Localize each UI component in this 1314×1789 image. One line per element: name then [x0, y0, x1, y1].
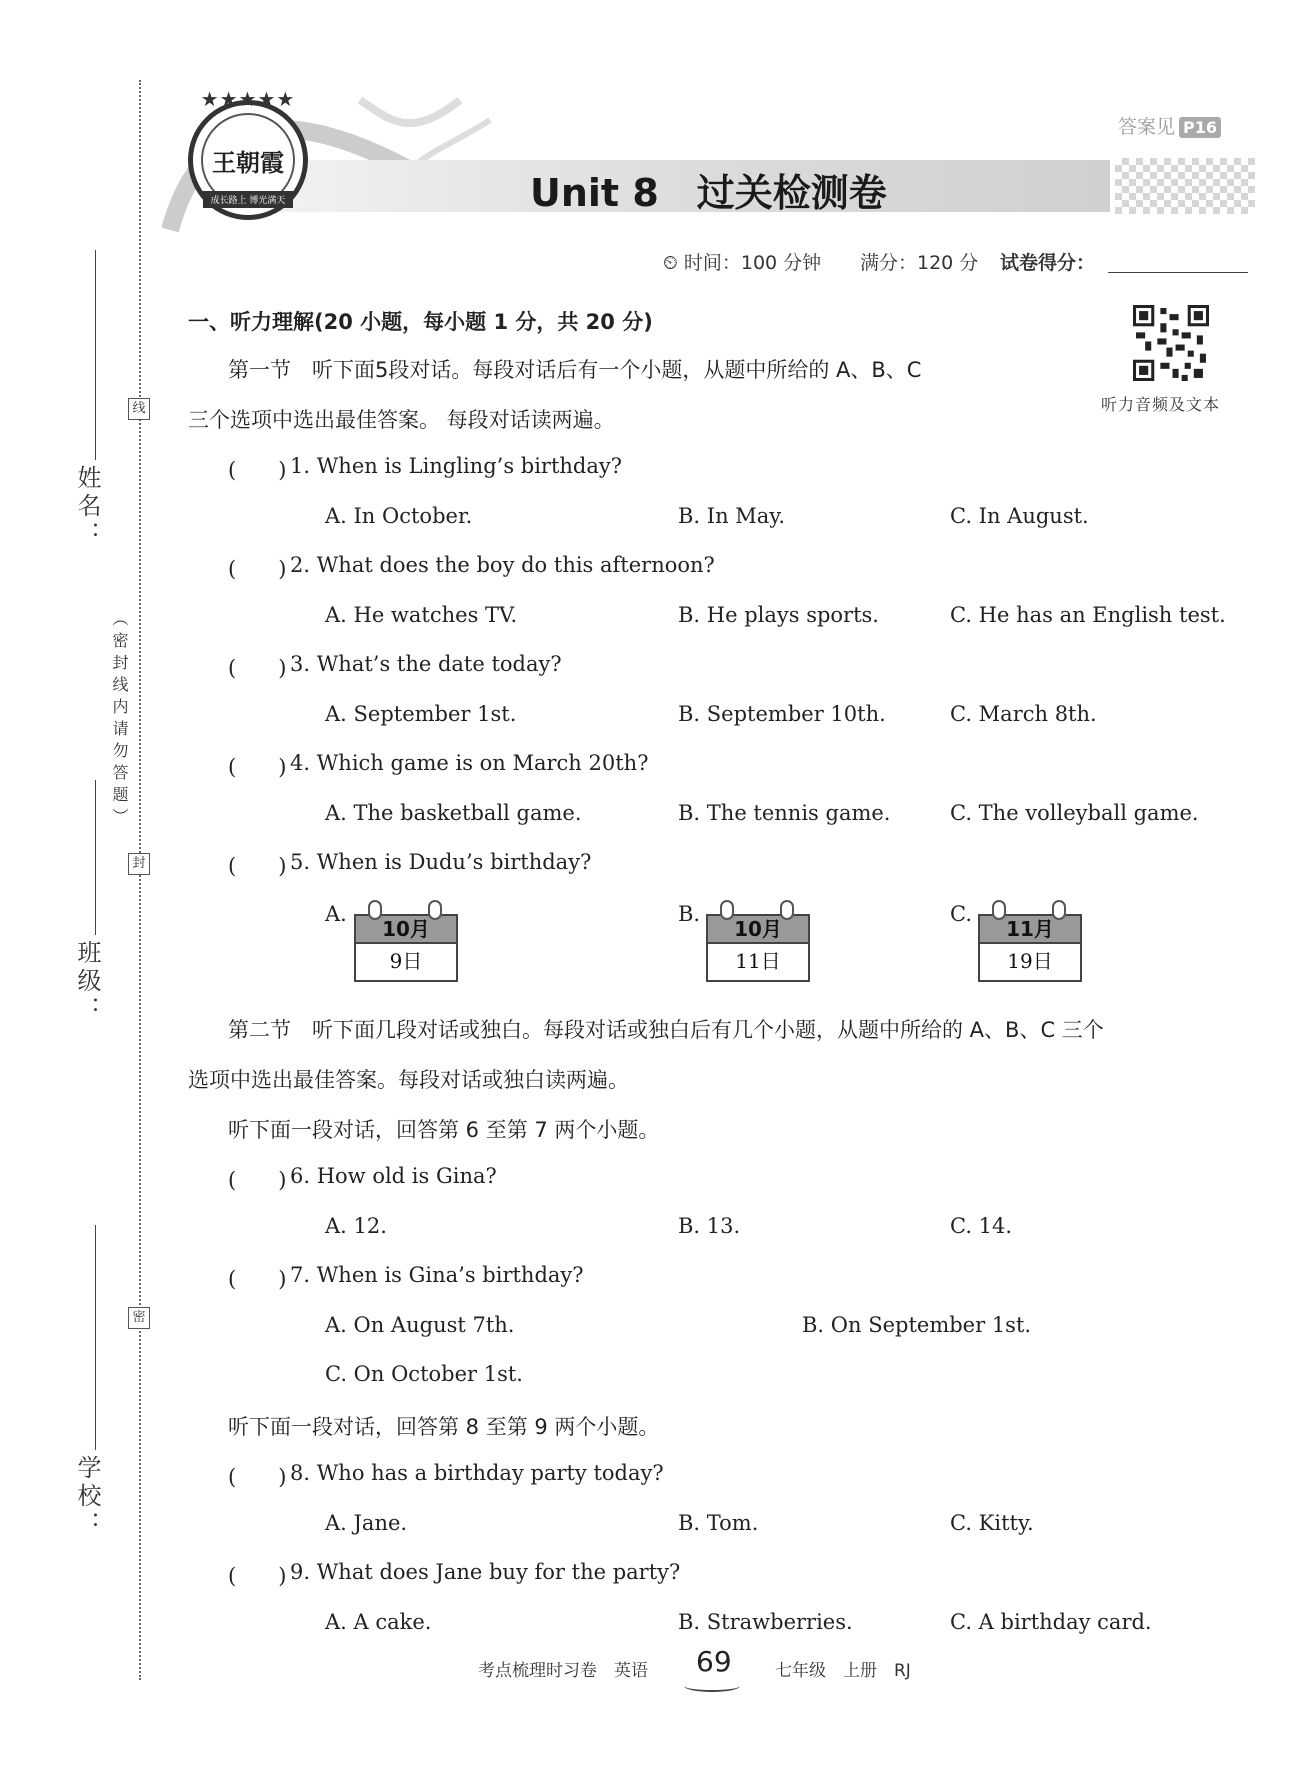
calendar-day: 19日 [978, 944, 1082, 982]
answer-page-badge: P16 [1179, 117, 1221, 138]
school-label: 学校： [73, 1455, 101, 1539]
option-9c: C. A birthday card. [950, 1610, 1152, 1634]
option-2b: B. He plays sports. [678, 603, 879, 627]
option-3b: B. September 10th. [678, 702, 886, 726]
calendar-month: 10月 [706, 914, 810, 944]
calendar-ring-icon [992, 900, 1006, 920]
option-1c: C. In August. [950, 504, 1089, 528]
question-1: 1. When is Lingling’s birthday? [290, 454, 623, 478]
answer-reference [1118, 112, 1221, 139]
dialog-instruction-6-7: 听下面一段对话，回答第 6 至第 7 两个小题。 [228, 1118, 660, 1142]
calendar-ring-icon [780, 900, 794, 920]
calendar-ring-icon [1052, 900, 1066, 920]
dialog-instruction-8-9: 听下面一段对话，回答第 8 至第 9 两个小题。 [228, 1415, 660, 1439]
option-5a: A. [325, 902, 347, 926]
calendar-ring-icon [720, 900, 734, 920]
part1-instruction-2: 三个选项中选出最佳答案。 每段对话读两遍。 [188, 408, 615, 432]
seal-note: （密封线内请勿答题） [110, 610, 129, 830]
title-cn: 过关检测卷 [696, 171, 887, 215]
option-8b: B. Tom. [678, 1511, 759, 1535]
section-heading: 一、听力理解(20 小题，每小题 1 分，共 20 分) [188, 310, 653, 334]
checker-pattern [1115, 158, 1255, 214]
logo-name: 王朝霞 [212, 148, 284, 177]
option-5b: B. [678, 902, 701, 926]
answer-blank[interactable]: ( ) [228, 1168, 287, 1192]
option-6b: B. 13. [678, 1214, 741, 1238]
option-7c: C. On October 1st. [325, 1362, 523, 1386]
answer-blank[interactable]: ( ) [228, 854, 287, 878]
page-number: 69 [696, 1645, 732, 1678]
answer-ref-label: 答案见 [1118, 116, 1176, 138]
calendar-c [978, 900, 1082, 978]
option-7a: A. On August 7th. [325, 1313, 515, 1337]
option-9a: A. A cake. [325, 1610, 432, 1634]
binding-dotted-line [139, 80, 141, 1680]
answer-blank[interactable]: ( ) [228, 1564, 287, 1588]
question-8: 8. Who has a birthday party today? [290, 1461, 664, 1485]
option-4c: C. The volleyball game. [950, 801, 1199, 825]
option-1a: A. In October. [325, 504, 473, 528]
option-2a: A. He watches TV. [325, 603, 518, 627]
answer-blank[interactable]: ( ) [228, 755, 287, 779]
question-3: 3. What’s the date today? [290, 652, 562, 676]
part2-instruction-1: 第二节 听下面几段对话或独白。每段对话或独白后有几个小题，从题中所给的 A、B、C 三个 [228, 1018, 1104, 1042]
answer-blank[interactable]: ( ) [228, 1267, 287, 1291]
part1-instruction-1: 第一节 听下面5段对话。每段对话后有一个小题，从题中所给的 A、B、C [228, 358, 922, 382]
qr-label: 听力音频及文本 [1101, 395, 1221, 414]
class-label: 班级： [73, 940, 101, 1024]
seal-mark-seal: 封 [128, 853, 150, 875]
time-info [663, 248, 821, 275]
page-number-underline [684, 1680, 740, 1692]
answer-blank[interactable]: ( ) [228, 557, 287, 581]
page-title [530, 162, 887, 217]
brand-logo [188, 87, 308, 220]
calendar-b [706, 900, 810, 978]
option-2c: C. He has an English test. [950, 603, 1226, 627]
option-4a: A. The basketball game. [325, 801, 582, 825]
qr-code-icon[interactable] [1133, 305, 1209, 381]
calendar-day: 11日 [706, 944, 810, 982]
option-9b: B. Strawberries. [678, 1610, 853, 1634]
title-unit: Unit 8 [530, 171, 659, 215]
calendar-day: 9日 [354, 944, 458, 982]
logo-ribbon: 成长路上 博光满天 [203, 191, 293, 208]
question-4: 4. Which game is on March 20th? [290, 751, 649, 775]
option-7b: B. On September 1st. [802, 1313, 1032, 1337]
option-3c: C. March 8th. [950, 702, 1097, 726]
option-8a: A. Jane. [325, 1511, 408, 1535]
school-field[interactable] [95, 1225, 96, 1450]
answer-blank[interactable]: ( ) [228, 458, 287, 482]
class-field[interactable] [95, 780, 96, 935]
answer-blank[interactable]: ( ) [228, 656, 287, 680]
calendar-a [354, 900, 458, 978]
option-4b: B. The tennis game. [678, 801, 891, 825]
option-5c: C. [950, 902, 972, 926]
score-field[interactable] [1108, 272, 1248, 273]
calendar-ring-icon [428, 900, 442, 920]
clock-icon: ⏲ [663, 252, 678, 274]
time-text: 时间：100 分钟 [683, 252, 822, 274]
stars-icon: ★★★★★ [200, 87, 296, 111]
name-field[interactable] [95, 250, 96, 460]
question-5: 5. When is Dudu’s birthday? [290, 850, 592, 874]
option-6c: C. 14. [950, 1214, 1013, 1238]
full-score: 满分：120 分 [860, 252, 979, 274]
score-label: 试卷得分： [1000, 252, 1096, 274]
calendar-month: 11月 [978, 914, 1082, 944]
question-2: 2. What does the boy do this afternoon? [290, 553, 715, 577]
name-label: 姓名： [73, 465, 101, 549]
question-7: 7. When is Gina’s birthday? [290, 1263, 584, 1287]
option-6a: A. 12. [325, 1214, 387, 1238]
question-9: 9. What does Jane buy for the party? [290, 1560, 681, 1584]
footer-left: 考点梳理时习卷 英语 [478, 1661, 648, 1681]
option-3a: A. September 1st. [325, 702, 517, 726]
seal-mark-line: 线 [128, 398, 150, 420]
part2-instruction-2: 选项中选出最佳答案。每段对话或独白读两遍。 [188, 1068, 629, 1092]
answer-blank[interactable]: ( ) [228, 1465, 287, 1489]
calendar-ring-icon [368, 900, 382, 920]
option-1b: B. In May. [678, 504, 786, 528]
question-6: 6. How old is Gina? [290, 1164, 497, 1188]
option-8c: C. Kitty. [950, 1511, 1034, 1535]
calendar-month: 10月 [354, 914, 458, 944]
seal-mark-secret: 密 [128, 1307, 150, 1329]
footer-right: 七年级 上册 RJ [775, 1661, 911, 1681]
